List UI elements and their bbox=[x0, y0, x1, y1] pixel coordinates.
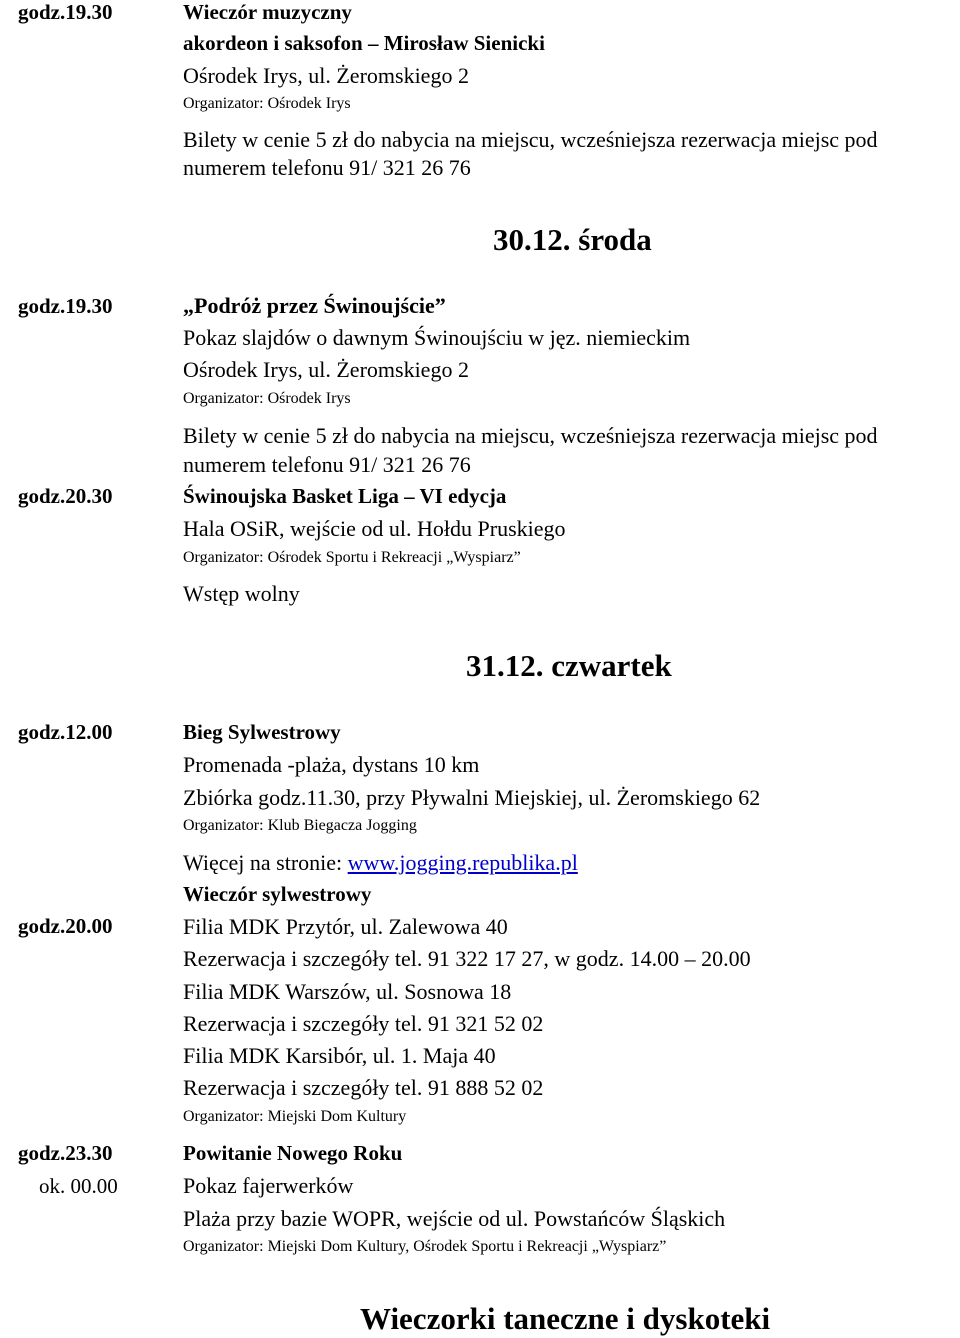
event-organizer: Organizator: Ośrodek Sportu i Rekreacji „Wyspiarz” bbox=[183, 549, 521, 566]
website-link[interactable]: www.jogging.republika.pl bbox=[347, 850, 578, 875]
event-time-secondary: ok. 00.00 bbox=[39, 1174, 118, 1198]
event-place: Plaża przy bazie WOPR, wejście od ul. Powstańców Śląskich bbox=[183, 1206, 726, 1231]
event-meeting: Zbiórka godz.11.30, przy Pływalni Miejskiej, ul. Żeromskiego 62 bbox=[183, 785, 761, 810]
event-more-info bbox=[183, 852, 578, 874]
event-entry: Wstęp wolny bbox=[183, 581, 300, 606]
event-tickets-line2: numerem telefonu 91/ 321 26 76 bbox=[183, 452, 471, 477]
reservation-line: Rezerwacja i szczegóły tel. 91 321 52 02 bbox=[183, 1011, 544, 1036]
event-place: Ośrodek Irys, ul. Żeromskiego 2 bbox=[183, 357, 469, 382]
event-tickets-line2: numerem telefonu 91/ 321 26 76 bbox=[183, 155, 471, 180]
event-organizer: Organizator: Ośrodek Irys bbox=[183, 390, 351, 407]
event-time: godz.12.00 bbox=[18, 720, 113, 744]
event-tickets-line1: Bilety w cenie 5 zł do nabycia na miejscu, wcześniejsza rezerwacja miejsc pod bbox=[183, 423, 878, 448]
event-organizer: Organizator: Miejski Dom Kultury bbox=[183, 1108, 407, 1125]
event-tickets-line1: Bilety w cenie 5 zł do nabycia na miejscu, wcześniejsza rezerwacja miejsc pod bbox=[183, 127, 878, 152]
day-header: 30.12. środa bbox=[493, 222, 652, 257]
event-organizer: Organizator: Miejski Dom Kultury, Ośrodek Sportu i Rekreacji „Wyspiarz” bbox=[183, 1238, 667, 1255]
event-title: Bieg Sylwestrowy bbox=[183, 720, 341, 744]
event-time: godz.19.30 bbox=[18, 0, 113, 24]
event-time: godz.20.00 bbox=[18, 914, 113, 938]
event-title: Powitanie Nowego Roku bbox=[183, 1141, 403, 1165]
event-title: Świnoujska Basket Liga – VI edycja bbox=[183, 484, 507, 508]
more-info-label: Więcej na stronie: bbox=[183, 850, 348, 875]
event-organizer: Organizator: Ośrodek Irys bbox=[183, 95, 351, 112]
venue-line: Filia MDK Przytór, ul. Zalewowa 40 bbox=[183, 914, 508, 939]
reservation-line: Rezerwacja i szczegóły tel. 91 322 17 27, w godz. 14.00 – 20.00 bbox=[183, 946, 751, 971]
event-description: Pokaz slajdów o dawnym Świnoujściu w jęz. niemieckim bbox=[183, 325, 691, 350]
event-time: godz.19.30 bbox=[18, 294, 113, 318]
event-title: „Podróż przez Świnoujście” bbox=[183, 293, 446, 318]
event-route: Promenada -plaża, dystans 10 km bbox=[183, 752, 480, 777]
event-title: Wieczór muzyczny bbox=[183, 0, 352, 24]
event-title: Wieczór sylwestrowy bbox=[183, 882, 372, 906]
venue-line: Filia MDK Karsibór, ul. 1. Maja 40 bbox=[183, 1043, 496, 1068]
event-organizer: Organizator: Klub Biegacza Jogging bbox=[183, 817, 417, 834]
section-heading: Wieczorki taneczne i dyskoteki bbox=[360, 1301, 771, 1336]
event-place: Hala OSiR, wejście od ul. Hołdu Pruskiego bbox=[183, 516, 566, 541]
event-subtitle: akordeon i saksofon – Mirosław Sienicki bbox=[183, 31, 545, 55]
event-place: Ośrodek Irys, ul. Żeromskiego 2 bbox=[183, 63, 469, 88]
event-time: godz.20.30 bbox=[18, 484, 113, 508]
event-time: godz.23.30 bbox=[18, 1141, 113, 1165]
event-description: Pokaz fajerwerków bbox=[183, 1173, 354, 1198]
day-header: 31.12. czwartek bbox=[466, 648, 672, 683]
reservation-line: Rezerwacja i szczegóły tel. 91 888 52 02 bbox=[183, 1075, 544, 1100]
venue-line: Filia MDK Warszów, ul. Sosnowa 18 bbox=[183, 979, 512, 1004]
